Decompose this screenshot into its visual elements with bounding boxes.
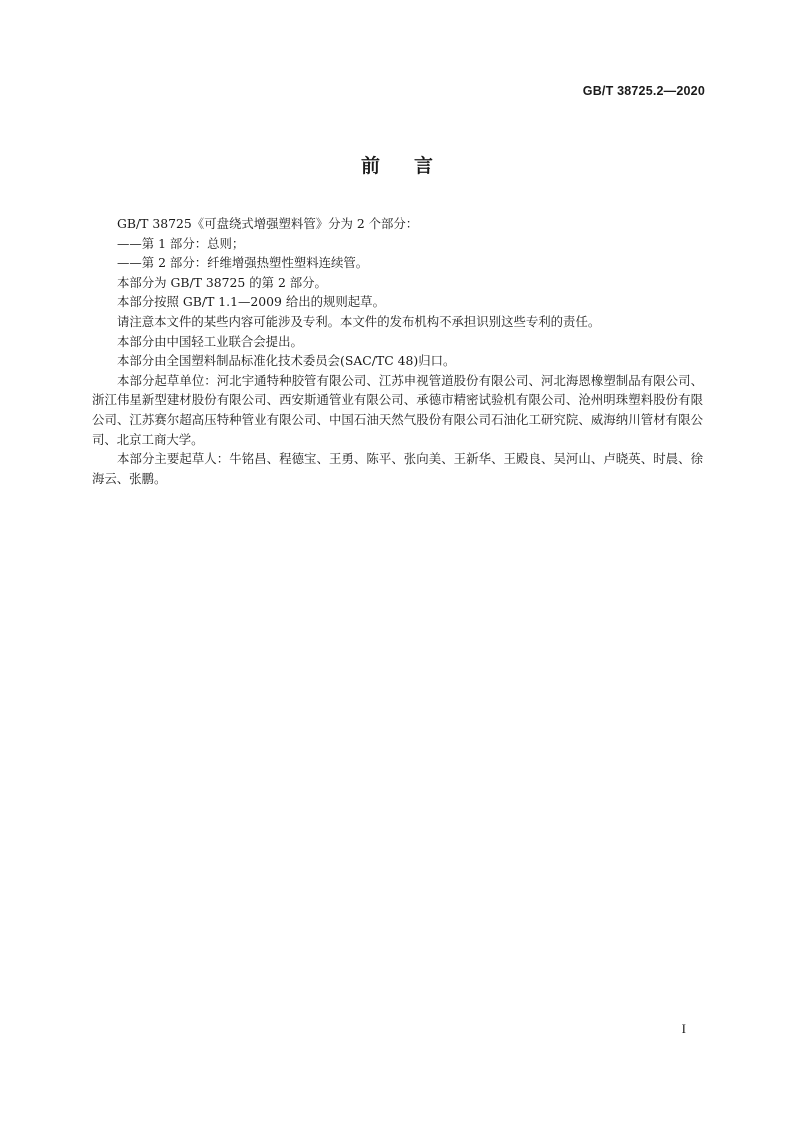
paragraph-parts-intro: GB/T 38725《可盘绕式增强塑料管》分为 2 个部分： <box>117 216 419 231</box>
foreword-body <box>92 214 703 488</box>
paragraph-drafters: 本部分主要起草人：牛铭昌、程德宝、王勇、陈平、张向美、王新华、王殿良、吴河山、卢晓英、时晨、徐海云、张鹏。 <box>92 451 703 486</box>
paragraph-drafting-units: 本部分起草单位：河北宇通特种胶管有限公司、江苏申视管道股份有限公司、河北海恩橡塑制品有限公司、浙江伟星新型建材股份有限公司、西安斯通管业有限公司、承德市精密试验机有限公司、沧州明珠塑料股份有限公司、江苏赛尔超高压特种管业有限公司、中国石油天然气股份有限公司石油化工研究院、威海纳川管材有限公司、北京工商大学。 <box>92 372 703 447</box>
page-number: I <box>681 1021 686 1036</box>
paragraph-proposer: 本部分由中国轻工业联合会提出。 <box>117 333 303 349</box>
paragraph-this-part: 本部分为 GB/T 38725 的第 2 部分。 <box>117 274 327 290</box>
standard-code: GB/T 38725.2—2020 <box>582 84 705 98</box>
paragraph-patent-notice: 请注意本文件的某些内容可能涉及专利。本文件的发布机构不承担识别这些专利的责任。 <box>117 313 601 329</box>
list-item-part-1: ——第 1 部分：总则； <box>117 235 245 251</box>
page-title: 前言 <box>360 155 467 177</box>
paragraph-technical-committee: 本部分由全国塑料制品标准化技术委员会(SAC/TC 48)归口。 <box>117 353 456 369</box>
list-item-part-2: ——第 2 部分：纤维增强热塑性塑料连续管。 <box>117 255 369 271</box>
paragraph-drafting-rules: 本部分按照 GB/T 1.1—2009 给出的规则起草。 <box>117 294 385 310</box>
